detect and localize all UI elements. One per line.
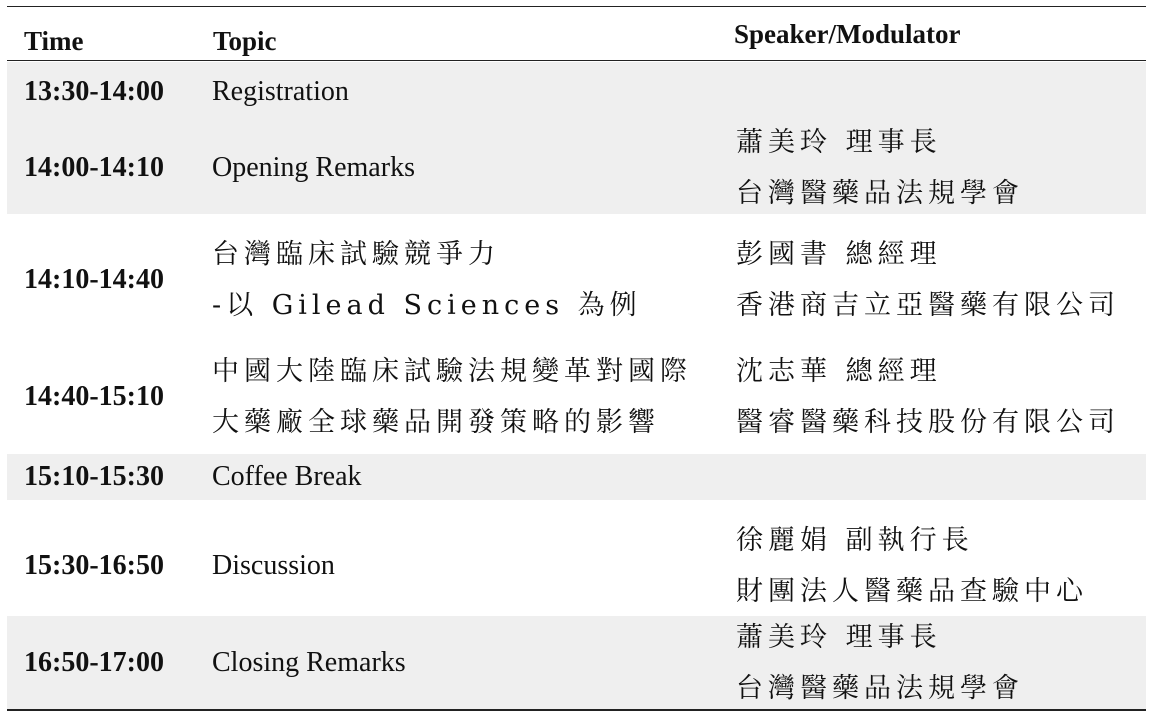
row-topic: Discussion	[212, 550, 335, 581]
table-row	[7, 516, 1146, 616]
row-topic-line: 大藥廠全球藥品開發策略的影響	[212, 407, 660, 438]
speaker-name: 蕭美玲 理事長	[736, 621, 942, 653]
speaker-organization: 台灣醫藥品法規學會	[736, 178, 1024, 209]
row-time: 13:30-14:00	[24, 76, 164, 107]
row-topic: Closing Remarks	[212, 646, 406, 678]
table-bottom-rule	[7, 709, 1146, 711]
row-topic: Registration	[212, 76, 349, 107]
table-row	[7, 122, 1146, 214]
speaker-name: 蕭美玲 理事長	[736, 127, 942, 158]
header-rule	[7, 60, 1146, 61]
speaker-name: 沈志華 總經理	[736, 356, 942, 387]
row-topic-line: -以 Gilead Sciences 為例	[212, 290, 642, 321]
speaker-organization: 醫睿醫藥科技股份有限公司	[736, 407, 1120, 438]
speaker-organization: 台灣醫藥品法規學會	[736, 672, 1024, 704]
table-row	[7, 230, 1146, 330]
row-time: 15:10-15:30	[24, 461, 164, 492]
table-row	[7, 616, 1146, 709]
row-time: 16:50-17:00	[24, 646, 164, 678]
row-time: 15:30-16:50	[24, 550, 164, 581]
row-time: 14:40-15:10	[24, 381, 164, 412]
row-topic: Opening Remarks	[212, 152, 415, 183]
row-topic-line: 中國大陸臨床試驗法規變革對國際	[212, 356, 692, 387]
speaker-organization: 香港商吉立亞醫藥有限公司	[736, 290, 1120, 321]
header-topic: Topic	[213, 26, 277, 56]
table-row	[7, 347, 1146, 447]
table-row	[7, 62, 1146, 122]
row-topic: Coffee Break	[212, 461, 362, 492]
table-top-rule	[7, 6, 1146, 7]
speaker-name: 徐麗娟 副執行長	[736, 525, 974, 556]
row-topic-line: 台灣臨床試驗競爭力	[212, 239, 500, 270]
row-time: 14:00-14:10	[24, 152, 164, 183]
table-row	[7, 454, 1146, 500]
header-time: Time	[24, 26, 84, 56]
agenda-table	[7, 4, 1146, 710]
speaker-organization: 財團法人醫藥品查驗中心	[736, 576, 1088, 607]
header-speaker: Speaker/Modulator	[734, 19, 961, 49]
row-time: 14:10-14:40	[24, 264, 164, 295]
speaker-name: 彭國書 總經理	[736, 239, 942, 270]
